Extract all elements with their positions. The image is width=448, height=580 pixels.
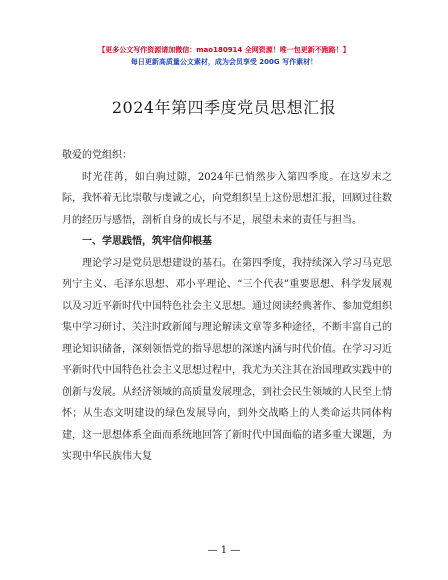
promo-banner	[0, 44, 448, 68]
section-paragraph: 理论学习是党员思想建设的基石。在第四季度，我持续深入学习马克思列宁主义、毛泽东思想、邓小平理论、“三个代表”重要思想、科学发展观以及习近平新时代中国特色社会主义思想。通过阅读经典著作、参加党组织集中学习研讨、关注时政新闻与理论解读文章等多种途径，不断丰富自己的理论知识储备，深刻领悟党的指导思想的深遂内涵与时代价值。在学习习近平新时代中国特色社会主义思想过程中，我尤为关注其在治国理政实践中的创新与发展。从经济领域的高质量发展理念，到社会民生领域的人民至上情怀；从生态文明建设的绿色发展导向，到外交战略上的人类命运共同体构建，这一思想体系全面而系统地回答了新时代中国面临的诸多重大课题，为实现中华民族伟大复	[62, 257, 392, 462]
intro-paragraph: 时光荏苒，如白驹过隙，2024年已悄然步入第四季度。在这岁末之际，我怀着无比崇敬与虔诚之心，向党组织呈上这份思想汇报，回顾过往数月的经历与感悟，剖析自身的成长与不足，展望未来的责任与担当。	[62, 171, 392, 226]
banner-line-2: 每日更新高质量公文素材，成为会员享受 200G 写作素材！	[130, 58, 318, 66]
document-title: 2024年第四季度党员思想汇报	[111, 98, 337, 117]
page-number: — 1 —	[207, 545, 241, 556]
greeting: 敬爱的党组织：	[62, 150, 132, 161]
banner-line-1: 【更多公文写作资源请加微信：mao180914 全网资源！唯一包更新不跑路！】	[98, 46, 350, 54]
document-body	[62, 145, 392, 468]
section-heading: 一、学思践悟，筑牢信仰根基	[82, 236, 212, 247]
